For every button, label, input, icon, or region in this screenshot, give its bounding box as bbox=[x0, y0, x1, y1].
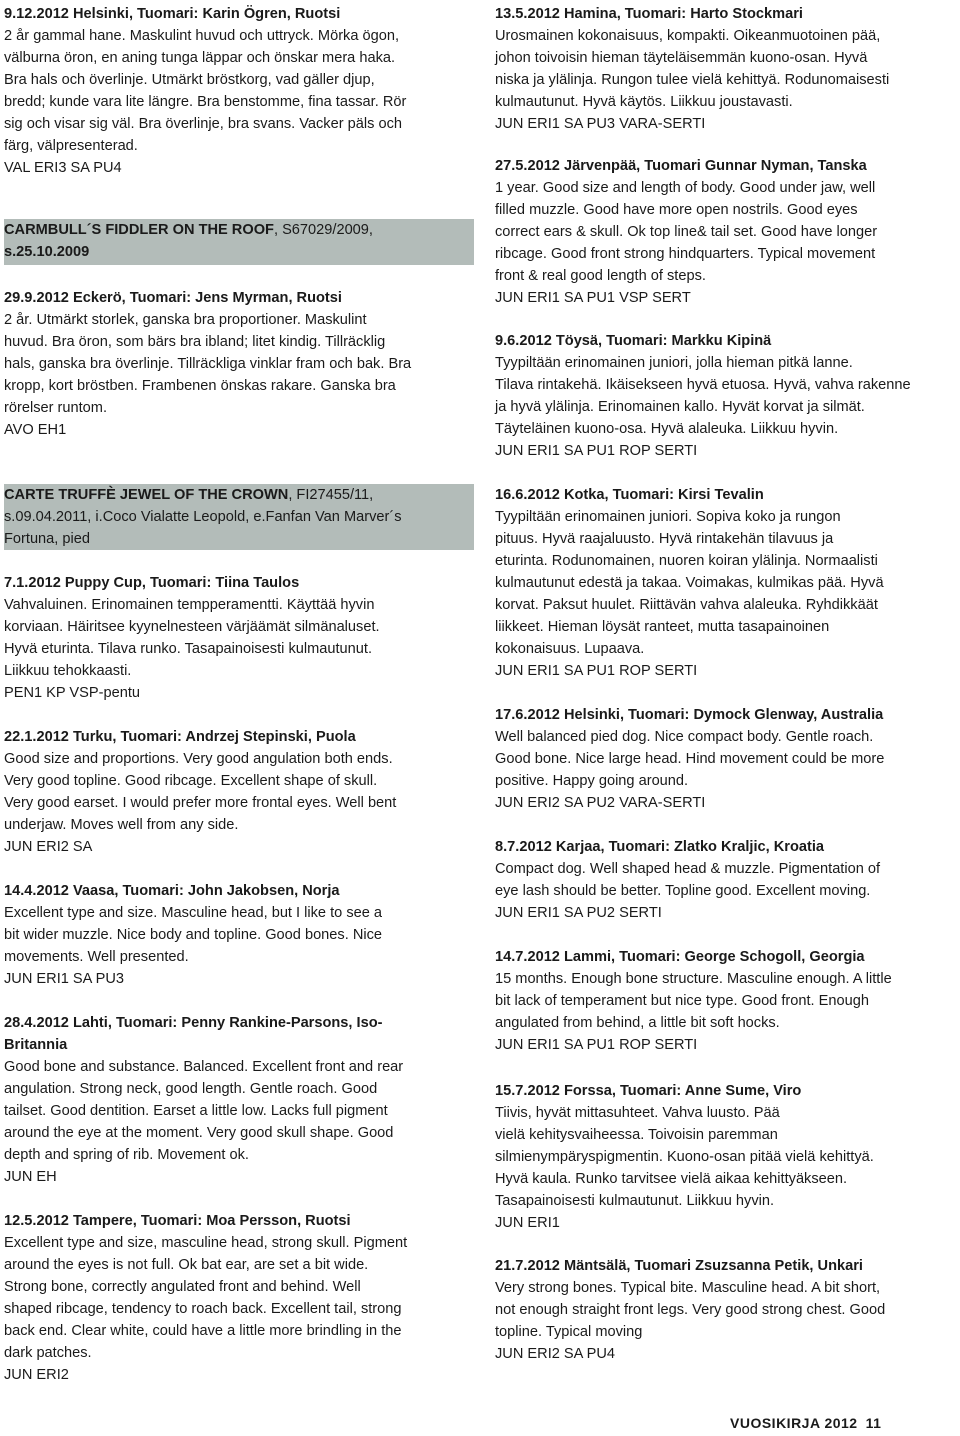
critique-line: topline. Typical moving bbox=[495, 1324, 643, 1340]
critique-result: JUN ERI1 bbox=[495, 1215, 560, 1231]
page-footer bbox=[730, 1412, 881, 1434]
page-number: 11 bbox=[865, 1415, 882, 1431]
critique-result: JUN ERI2 SA PU4 bbox=[495, 1346, 616, 1362]
critique-heading: 15.7.2012 Forssa, Tuomari: Anne Sume, Viro bbox=[495, 1083, 802, 1099]
critique-line: Hyvä kaula. Runko tarvitsee vielä aikaa kehittyäkseen. bbox=[495, 1171, 848, 1187]
critique-line: niska ja ylälinja. Rungon tulee vielä kehittyä. Rodunomaisesti bbox=[495, 72, 890, 88]
critique-line: huvud. Bra öron, som bärs bra ibland; litet kindig. Tillräcklig bbox=[4, 334, 386, 350]
critique-entry bbox=[4, 880, 474, 990]
critique-line: 15 months. Enough bone structure. Masculine enough. A little bbox=[495, 971, 892, 987]
dog-registration: , S67029/2009, bbox=[273, 222, 373, 238]
critique-line: filled muzzle. Good have more open nostrils. Good eyes bbox=[495, 202, 858, 218]
critique-line: 2 år gammal hane. Maskulint huvud och uttryck. Mörka ögon, bbox=[4, 28, 400, 44]
critique-line: Excellent type and size, masculine head, strong skull. Pigment bbox=[4, 1235, 408, 1251]
critique-heading: 29.9.2012 Eckerö, Tuomari: Jens Myrman, Ruotsi bbox=[4, 290, 342, 306]
critique-line: Tilava rintakehä. Ikäisekseen hyvä etuosa. Hyvä, vahva rakenne bbox=[495, 377, 911, 393]
critique-result: JUN ERI2 SA bbox=[4, 839, 93, 855]
critique-line: korvat. Paksut huulet. Riittävän vahva alaleuka. Ryhdikkäät bbox=[495, 597, 878, 613]
critique-entry bbox=[495, 704, 957, 814]
critique-line: Very good topline. Good ribcage. Excellent shape of skull. bbox=[4, 773, 378, 789]
dog-registration: , FI27455/11, bbox=[288, 487, 374, 503]
critique-entry bbox=[4, 726, 474, 858]
critique-result: PEN1 KP VSP-pentu bbox=[4, 685, 141, 701]
critique-result: JUN ERI1 SA PU3 bbox=[4, 971, 125, 987]
critique-entry bbox=[4, 3, 474, 179]
critique-line: Good bone. Nice large head. Hind movement could be more bbox=[495, 751, 885, 767]
critique-line: angulation. Strong neck, good length. Gentle roach. Good bbox=[4, 1081, 378, 1097]
critique-line: bredd; kunde vara lite längre. Bra benstomme, fina tassar. Rör bbox=[4, 94, 407, 110]
critique-entry bbox=[495, 946, 957, 1056]
critique-line: Good bone and substance. Balanced. Excellent front and rear bbox=[4, 1059, 404, 1075]
critique-line: Tasapainoisesti kulmautunut. Liikkuu hyvin. bbox=[495, 1193, 775, 1209]
critique-entry bbox=[495, 1080, 957, 1234]
critique-line: vielä kehitysvaiheessa. Toivoisin paremman bbox=[495, 1127, 778, 1143]
critique-line: Täyteläinen kuono-osa. Hyvä alaleuka. Liikkuu hyvin. bbox=[495, 421, 839, 437]
dog-name-banner bbox=[4, 219, 474, 265]
critique-line: Liikkuu tehokkaasti. bbox=[4, 663, 132, 679]
critique-line: 1 year. Good size and length of body. Good under jaw, well bbox=[495, 180, 876, 196]
critique-line: ribcage. Good front strong hindquarters. Typical movement bbox=[495, 246, 876, 262]
critique-heading: 22.1.2012 Turku, Tuomari: Andrzej Stepinski, Puola bbox=[4, 729, 356, 745]
critique-heading: 27.5.2012 Järvenpää, Tuomari Gunnar Nyman, Tanska bbox=[495, 158, 867, 174]
critique-line: rörelser runtom. bbox=[4, 400, 107, 416]
critique-result: JUN ERI1 SA PU1 VSP SERT bbox=[495, 290, 691, 306]
critique-result: JUN ERI2 bbox=[4, 1367, 69, 1383]
critique-line: silmienympäryspigmentin. Kuono-osan pitää vielä kehittyä. bbox=[495, 1149, 874, 1165]
critique-line: angulated from behind, a little bit soft hocks. bbox=[495, 1015, 780, 1031]
dog-name: CARMBULL´S FIDDLER ON THE ROOF bbox=[4, 222, 274, 238]
critique-entry bbox=[495, 1255, 957, 1365]
dog-name: CARTE TRUFFÈ JEWEL OF THE CROWN bbox=[4, 487, 289, 503]
critique-line: Good size and proportions. Very good angulation both ends. bbox=[4, 751, 393, 767]
critique-line: hals, ganska bra överlinje. Tillräckliga vinklar fram och bak. Bra bbox=[4, 356, 412, 372]
critique-heading: 28.4.2012 Lahti, Tuomari: Penny Rankine-Parsons, Iso- bbox=[4, 1015, 383, 1031]
critique-line: Bra hals och överlinje. Utmärkt bröstkorg, vad gäller djup, bbox=[4, 72, 375, 88]
critique-line: back end. Clear white, could have a little more brindling in the bbox=[4, 1323, 402, 1339]
critique-line: front & real good length of steps. bbox=[495, 268, 706, 284]
critique-line: Very strong bones. Typical bite. Masculine head. A bit short, bbox=[495, 1280, 881, 1296]
critique-line: sig och visar sig väl. Bra överlinje, bra svans. Vacker päls och bbox=[4, 116, 402, 132]
critique-line: 2 år. Utmärkt storlek, ganska bra proportioner. Maskulint bbox=[4, 312, 367, 328]
critique-line: korviaan. Häiritsee kyynelnesteen värjäämät silmänaluset. bbox=[4, 619, 380, 635]
critique-entry bbox=[4, 287, 474, 441]
critique-entry bbox=[495, 836, 957, 924]
critique-result: JUN ERI1 SA PU2 SERTI bbox=[495, 905, 662, 921]
critique-line: kropp, kort bröstben. Frambenen önskas rakare. Ganska bra bbox=[4, 378, 396, 394]
critique-line: Well balanced pied dog. Nice compact body. Gentle roach. bbox=[495, 729, 874, 745]
critique-line: välburna öron, en aning tunga läppar och önskar mera haka. bbox=[4, 50, 396, 66]
critique-result: JUN ERI1 SA PU1 ROP SERTI bbox=[495, 443, 698, 459]
critique-line: pituus. Hyvä raajaluusto. Hyvä rintakehän tilavuus ja bbox=[495, 531, 834, 547]
critique-entry bbox=[4, 1210, 474, 1386]
critique-line: Tyypiltään erinomainen juniori. Sopiva koko ja rungon bbox=[495, 509, 841, 525]
critique-result: AVO EH1 bbox=[4, 422, 67, 438]
critique-line: Excellent type and size. Masculine head, but I like to see a bbox=[4, 905, 383, 921]
critique-entry bbox=[4, 1012, 474, 1188]
dog-color: Fortuna, pied bbox=[4, 531, 90, 547]
critique-line: tailset. Good dentition. Earset a little low. Lacks full pigment bbox=[4, 1103, 388, 1119]
critique-line: kulmautunut. Hyvä käytös. Liikkuu joustavasti. bbox=[495, 94, 793, 110]
critique-line: shaped ribcage, tendency to roach back. Excellent tail, strong bbox=[4, 1301, 402, 1317]
critique-line: liikkeet. Hieman löysät ranteet, mutta tasapainoinen bbox=[495, 619, 830, 635]
critique-line: Urosmainen kokonaisuus, kompakti. Oikeanmuotoinen pää, bbox=[495, 28, 881, 44]
critique-heading: 13.5.2012 Hamina, Tuomari: Harto Stockmari bbox=[495, 6, 803, 22]
critique-entry bbox=[4, 572, 474, 704]
critique-heading: 8.7.2012 Karjaa, Tuomari: Zlatko Kraljic, Kroatia bbox=[495, 839, 825, 855]
critique-line: positive. Happy going around. bbox=[495, 773, 689, 789]
critique-line: dark patches. bbox=[4, 1345, 92, 1361]
critique-line: ja hyvä ylälinja. Erinomainen kallo. Hyvät korvat ja silmät. bbox=[495, 399, 865, 415]
critique-line: Strong bone, correctly angulated front and behind. Well bbox=[4, 1279, 361, 1295]
critique-heading: 21.7.2012 Mäntsälä, Tuomari Zsuzsanna Petik, Unkari bbox=[495, 1258, 863, 1274]
critique-heading: 14.7.2012 Lammi, Tuomari: George Schogoll, Georgia bbox=[495, 949, 865, 965]
critique-line: bit lack of temperament but nice type. Good front. Enough bbox=[495, 993, 869, 1009]
critique-result: JUN EH bbox=[4, 1169, 57, 1185]
critique-heading: 12.5.2012 Tampere, Tuomari: Moa Persson, Ruotsi bbox=[4, 1213, 351, 1229]
critique-result: VAL ERI3 SA PU4 bbox=[4, 160, 122, 176]
critique-line: johon toivoisin hieman täyteläisemmän kuono-osan. Hyvä bbox=[495, 50, 868, 66]
critique-line: around the eye at the moment. Very good skull shape. Good bbox=[4, 1125, 394, 1141]
critique-line: underjaw. Moves well from any side. bbox=[4, 817, 239, 833]
critique-heading: 17.6.2012 Helsinki, Tuomari: Dymock Glenway, Australia bbox=[495, 707, 884, 723]
critique-line: bit wider muzzle. Nice body and topline. Good bones. Nice bbox=[4, 927, 383, 943]
critique-result: JUN ERI1 SA PU1 ROP SERTI bbox=[495, 663, 698, 679]
critique-heading: 9.6.2012 Töysä, Tuomari: Markku Kipinä bbox=[495, 333, 772, 349]
critique-result: JUN ERI2 SA PU2 VARA-SERTI bbox=[495, 795, 706, 811]
critique-line: movements. Well presented. bbox=[4, 949, 189, 965]
critique-entry bbox=[495, 155, 957, 309]
critique-heading-cont: Britannia bbox=[4, 1037, 68, 1053]
critique-line: Tiivis, hyvät mittasuhteet. Vahva luusto. Pää bbox=[495, 1105, 780, 1121]
critique-line: Hyvä eturinta. Tilava runko. Tasapainoisesti kulmautunut. bbox=[4, 641, 373, 657]
critique-line: Very good earset. I would prefer more frontal eyes. Well bent bbox=[4, 795, 397, 811]
critique-line: not enough straight front legs. Very good strong chest. Good bbox=[495, 1302, 886, 1318]
critique-result: JUN ERI1 SA PU3 VARA-SERTI bbox=[495, 116, 706, 132]
dog-parents: s.09.04.2011, i.Coco Vialatte Leopold, e.Fanfan Van Marver´s bbox=[4, 509, 402, 525]
dog-name-banner bbox=[4, 484, 474, 550]
critique-result: JUN ERI1 SA PU1 ROP SERTI bbox=[495, 1037, 698, 1053]
critique-heading: 16.6.2012 Kotka, Tuomari: Kirsi Tevalin bbox=[495, 487, 764, 503]
critique-heading: 14.4.2012 Vaasa, Tuomari: John Jakobsen, Norja bbox=[4, 883, 340, 899]
critique-entry bbox=[495, 484, 957, 682]
critique-line: around the eyes is not full. Ok bat ear, are set a bit wide. bbox=[4, 1257, 369, 1273]
critique-line: Tyypiltään erinomainen juniori, jolla hieman pitkä lanne. bbox=[495, 355, 853, 371]
critique-line: kulmautunut edestä ja takaa. Voimakas, kulmikas pää. Hyvä bbox=[495, 575, 884, 591]
critique-line: eturinta. Rodunomainen, nuoren koiran ylälinja. Normaalisti bbox=[495, 553, 878, 569]
critique-line: eye lash should be better. Topline good. Excellent moving. bbox=[495, 883, 871, 899]
critique-line: Vahvaluinen. Erinomainen tempperamentti. Käyttää hyvin bbox=[4, 597, 375, 613]
critique-line: kokonaisuus. Lupaava. bbox=[495, 641, 645, 657]
critique-line: Compact dog. Well shaped head & muzzle. Pigmentation of bbox=[495, 861, 881, 877]
critique-heading: 9.12.2012 Helsinki, Tuomari: Karin Ögren, Ruotsi bbox=[4, 6, 341, 22]
critique-line: correct ears & skull. Ok top line& tail set. Good have longer bbox=[495, 224, 878, 240]
dog-birthdate: s.25.10.2009 bbox=[4, 244, 90, 260]
critique-heading: 7.1.2012 Puppy Cup, Tuomari: Tiina Taulos bbox=[4, 575, 300, 591]
yearbook-title: VUOSIKIRJA 2012 bbox=[730, 1415, 858, 1431]
critique-entry bbox=[495, 330, 957, 462]
critique-line: färg, välpresenterad. bbox=[4, 138, 138, 154]
critique-line: depth and spring of rib. Movement ok. bbox=[4, 1147, 249, 1163]
critique-entry bbox=[495, 3, 957, 135]
